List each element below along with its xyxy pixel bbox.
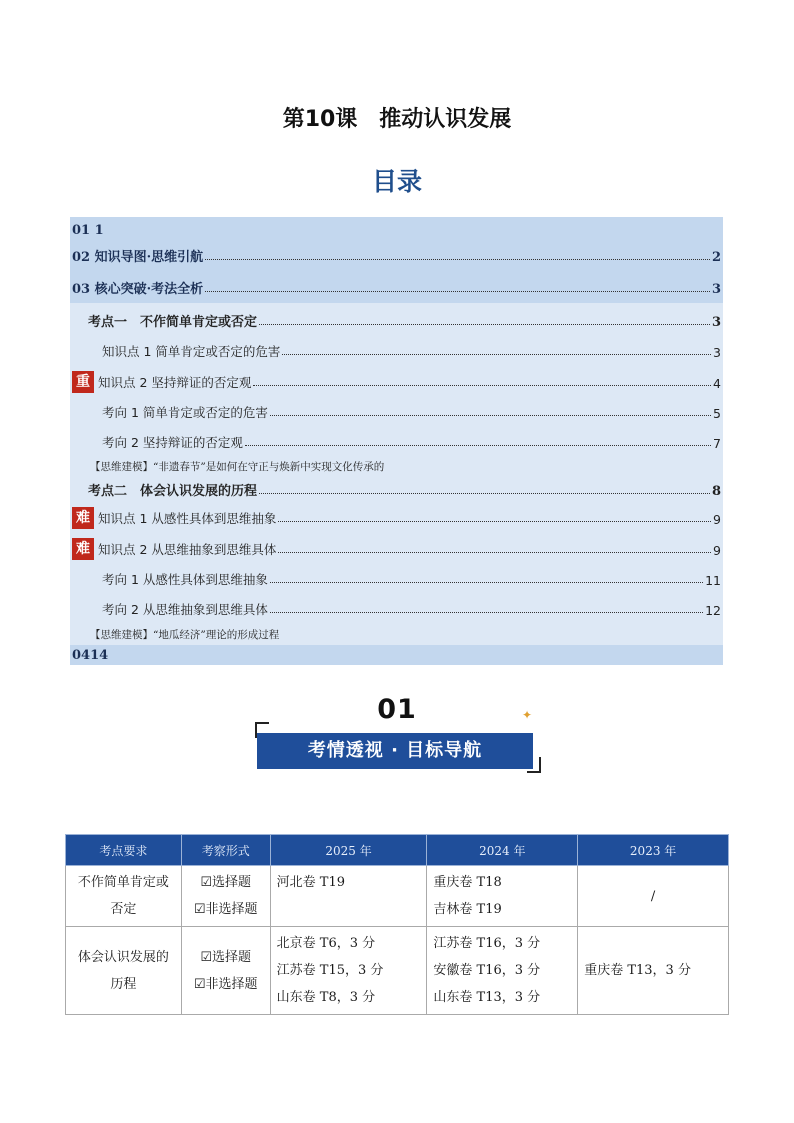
toc-entry-01[interactable]	[70, 217, 723, 238]
difficult-point-badge: 难	[72, 507, 94, 529]
toc-entry-kaodian-2[interactable]	[70, 477, 723, 502]
exam-entry: 江苏卷 T15，3 分	[276, 963, 384, 978]
sparkle-icon: ✦	[522, 708, 533, 722]
toc-entry-kaoxiang-2-1[interactable]	[70, 563, 723, 593]
key-point-badge: 重	[72, 371, 94, 393]
toc-entry-kaodian-1[interactable]	[70, 303, 723, 335]
table-header-row	[66, 835, 729, 866]
year-2024-cell	[427, 927, 578, 1015]
column-header: 2024 年	[427, 835, 578, 866]
toc-entry-label: 知识点 1 从感性具体到思维抽象	[98, 511, 277, 526]
toc-entry-label: 考向 1 从感性具体到思维抽象	[102, 572, 268, 587]
leader-dots	[259, 493, 710, 494]
exam-entry: 山东卷 T13，3 分	[433, 990, 541, 1005]
toc-entry-kaoxiang-1-2[interactable]	[70, 426, 723, 456]
difficult-point-badge: 难	[72, 538, 94, 560]
leader-dots	[259, 324, 710, 325]
table-row	[66, 927, 729, 1015]
toc-entry-label: 03 核心突破·考法全析	[72, 282, 204, 297]
toc-entry-kaoxiang-2-2[interactable]	[70, 593, 723, 623]
requirement-cell: 不作简单肯定或否定	[66, 866, 182, 927]
form-nonchoice: ☑非选择题	[193, 902, 258, 917]
toc-entry-label: 考向 2 从思维抽象到思维具体	[102, 602, 268, 617]
exam-entry: 北京卷 T6，3 分	[276, 936, 376, 951]
toc-page-number: 2	[711, 250, 721, 265]
toc-entry-zhishidian-2-2[interactable]	[70, 532, 723, 563]
toc-entry-label: 考向 2 坚持辩证的否定观	[102, 435, 243, 450]
toc-page-number: 4	[713, 376, 721, 391]
form-choice: ☑选择题	[200, 949, 252, 965]
section-title-banner: 考情透视 · 目标导航	[257, 733, 533, 769]
toc-entry-03[interactable]	[70, 271, 723, 303]
form-cell	[181, 927, 270, 1015]
toc-entry-label: 考向 1 简单肯定或否定的危害	[102, 405, 268, 420]
toc-entry-label: 01 1	[72, 223, 104, 238]
leader-dots	[270, 582, 703, 583]
toc-entry-zhishidian-1-1[interactable]	[70, 335, 723, 365]
toc-page-number: 12	[705, 603, 721, 618]
column-header: 2025 年	[270, 835, 427, 866]
year-2023-cell: /	[578, 866, 729, 927]
year-2023-cell: 重庆卷 T13，3 分	[578, 927, 729, 1015]
toc-entry-label: 考点二 体会认识发展的历程	[88, 484, 258, 499]
toc-page-number: 8	[711, 484, 721, 499]
toc-page-number: 3	[713, 345, 721, 360]
toc-page-number: 11	[705, 573, 721, 588]
leader-dots	[278, 552, 711, 553]
toc-page-number: 5	[713, 406, 721, 421]
column-header: 考点要求	[66, 835, 182, 866]
leader-dots	[278, 521, 711, 522]
toc-page-number: 3	[711, 282, 721, 297]
leader-dots	[245, 445, 711, 446]
toc-entry-label: 知识点 2 坚持辩证的否定观	[98, 375, 252, 390]
form-choice: ☑选择题	[200, 875, 252, 890]
exam-entry: 山东卷 T8，3 分	[276, 990, 376, 1005]
toc-page-number: 9	[713, 512, 721, 527]
leader-dots	[253, 385, 711, 386]
leader-dots	[270, 612, 703, 613]
toc-heading: 目录	[371, 167, 422, 196]
toc-entry-kaoxiang-1-1[interactable]	[70, 396, 723, 426]
exam-analysis-table	[65, 834, 729, 1015]
toc-entry-zhishidian-1-2[interactable]	[70, 365, 723, 396]
exam-entry: 吉林卷 T19	[433, 902, 502, 917]
exam-entry: 河北卷 T19	[276, 875, 346, 890]
exam-entry: 安徽卷 T16，3 分	[433, 963, 541, 978]
toc-entry-siwei-jianmo-2[interactable]	[70, 623, 723, 645]
leader-dots	[205, 259, 710, 260]
table-of-contents	[70, 217, 723, 665]
year-2025-cell	[270, 866, 427, 927]
toc-entry-label: 考点一 不作简单肯定或否定	[88, 315, 258, 330]
requirement-cell: 体会认识发展的历程	[66, 927, 182, 1015]
exam-entry: 重庆卷 T18	[433, 875, 502, 890]
toc-entry-zhishidian-2-1[interactable]	[70, 502, 723, 532]
form-nonchoice: ☑非选择题	[193, 976, 258, 992]
toc-entry-04[interactable]	[70, 645, 723, 665]
form-cell	[181, 866, 270, 927]
table-row	[66, 866, 729, 927]
column-header: 2023 年	[578, 835, 729, 866]
column-header: 考察形式	[181, 835, 270, 866]
toc-entry-label: 02 知识导图·思维引航	[72, 250, 204, 265]
toc-entry-label: 【思维建模】“非遗春节”是如何在守正与焕新中实现文化传承的	[90, 461, 385, 473]
year-2024-cell	[427, 866, 578, 927]
leader-dots	[205, 291, 710, 292]
page-title: 第10课 推动认识发展	[282, 107, 512, 132]
toc-entry-02[interactable]	[70, 238, 723, 271]
toc-entry-label: 【思维建模】“地瓜经济”理论的形成过程	[90, 629, 280, 641]
toc-entry-label: 知识点 1 简单肯定或否定的危害	[102, 344, 281, 359]
section-number: 01	[377, 694, 417, 725]
toc-page-number: 9	[713, 543, 721, 558]
toc-page-number: 7	[713, 436, 721, 451]
leader-dots	[270, 415, 711, 416]
toc-entry-siwei-jianmo-1[interactable]	[70, 456, 723, 477]
toc-page-number: 3	[711, 315, 721, 330]
toc-entry-label: 知识点 2 从思维抽象到思维具体	[98, 542, 277, 557]
toc-entry-label: 0414	[72, 648, 109, 663]
leader-dots	[282, 354, 711, 355]
exam-entry: 江苏卷 T16，3 分	[433, 936, 541, 951]
year-2025-cell	[270, 927, 427, 1015]
